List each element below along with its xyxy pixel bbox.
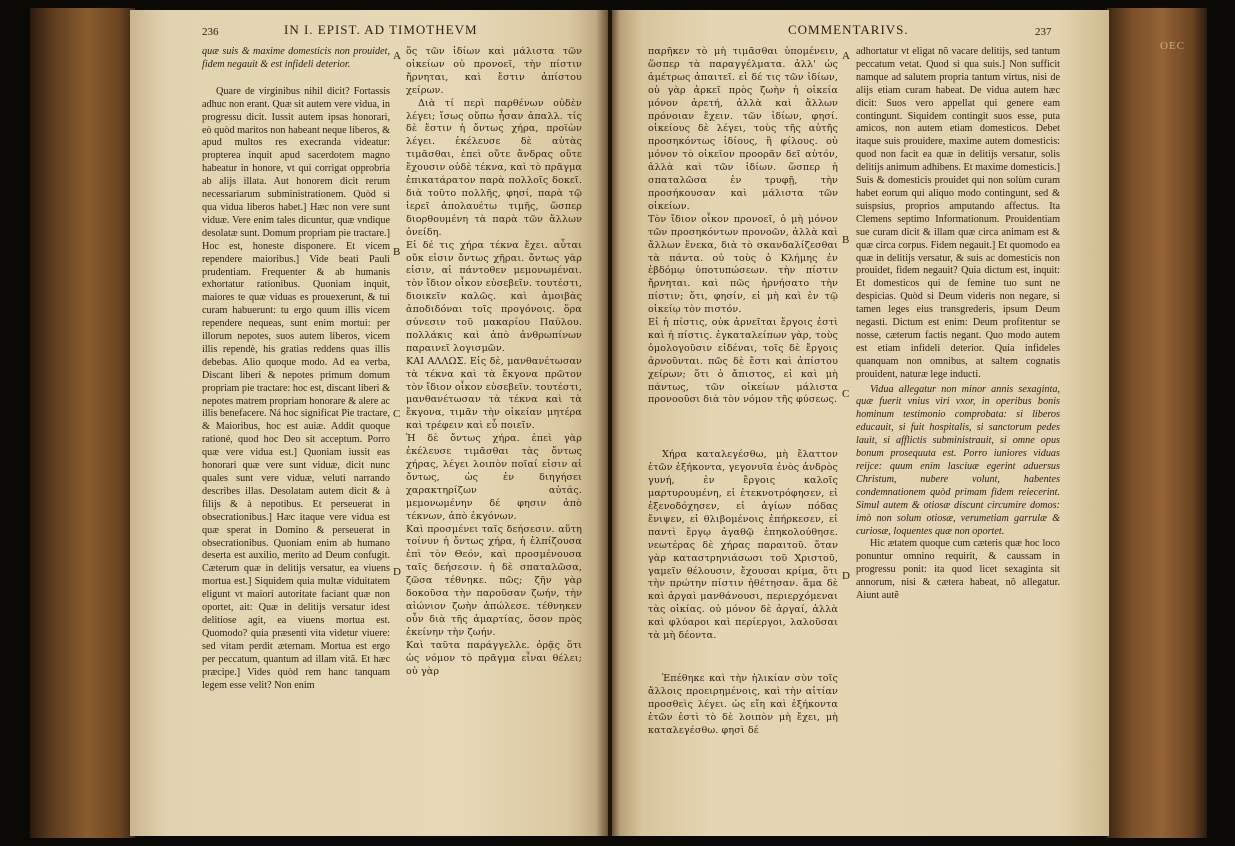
page-number-right: 237 — [1035, 26, 1052, 38]
book-gutter — [596, 10, 620, 836]
latin-column-left — [202, 46, 390, 826]
greek-paragraph: παρῆκεν τὸ μὴ τιμᾶσθαι ὑπομένειν, ὥσπερ τὰ παραγγέλματα. ἀλλ' ὡς ἀμέτρως ἀπαιτεῖ. εἰ δέ τις τῶν ἰδίων, οὐ γὰρ ἀρκεῖ πρὸς ζωὴν ἡ οἰκεία μόνον ἀρετή, ἀλλὰ καὶ ἄλλων πρόνοιαν ἔχειν. τῶν ἰδίων, φησί. οἰκείους δὲ λέγει, τοὺς τῆς αὐτῆς προσηκόντως ἰδίους, ἢ φίλους. οὐ μόνον τὸ οἰκεῖον προορᾶν δεῖ αὐτόν, ἀλλὰ καὶ τῶν ἰδίων. ὥσπερ ἡ σπαταλῶσα ἐν τρυφῇ, τὴν προσήκουσαν καὶ μάλιστα τῶν οἰκείων. — [648, 46, 838, 212]
greek-paragraph: Ἐπέθηκε καὶ τὴν ἡλικίαν σὺν τοῖς ἄλλοις προειρημένοις, καὶ τὴν αἰτίαν προσθεὶς λέγει. ὡς εἴη καὶ ἑξήκοντα ἐτῶν ἐστὶ τὸ δὲ λοιπὸν μὴ ἔχει, μὴ καταλεγέσθω. φησὶ δέ — [648, 672, 838, 736]
running-head-right: COMMENTARIVS. — [788, 22, 909, 37]
greek-column-right — [648, 46, 838, 826]
right-page — [612, 10, 1109, 836]
left-binding-edge — [30, 8, 135, 838]
greek-paragraph: Εἰ ἡ πίστις, οὐκ ἀρνεῖται ἔργοις ἐστὶ καὶ ἡ πίστις. ἐγκαταλείπων γὰρ, τοὺς ὁμολογοῦσιν εἰδέναι, τοῖς δὲ ἔργοις ἀρνοῦνται. πῶς δὲ ἔστι καὶ ἀπίστου χείρων; ὅτι ὁ ἄπιστος, εἰ καὶ μὴ πάντως, τῶν οἰκείων μάλιστα προνοοῦσι διὰ τὸν νόμον τῆς φύσεως. — [648, 317, 838, 406]
section-marker: D — [842, 570, 850, 582]
spine-label: OEC — [1160, 40, 1185, 52]
latin-paragraph: Hic ætatem quoque cum cæteris quæ hoc loco ponuntur omnino requirit, & caussam in progressu ponit: ita quod licet sexaginta sit annorum, nisi & cætera habeat, nõ allegatur. Aiunt autẽ — [856, 538, 1060, 602]
section-marker: D — [393, 566, 401, 578]
page-number-left: 236 — [202, 26, 219, 38]
section-marker: A — [393, 50, 401, 62]
section-marker: C — [842, 388, 850, 400]
greek-paragraph: ΚΑΙ ΑΛΛΩΣ. Εἰς δὲ, μανθανέτωσαν τὰ τέκνα καὶ τὰ ἔκγονα πρῶτον τὸν ἴδιον οἶκον εὐσεβεῖν. τουτέστι, μανθανέτωσαν τὰ τέκνα καὶ τὰ ἔκγονα, τιμᾶν τὴν οἰκείαν μητέρα καὶ τρέφειν καὶ εὖ ποιεῖν. — [406, 355, 582, 432]
greek-paragraph: Τὸν ἴδιον οἶκον προνοεῖ, ὁ μὴ μόνον τῶν προσηκόντων προνοῶν, ἀλλὰ καὶ ἄλλων ἕνεκα, διὰ τὸ σκανδαλίζεσθαι τὰ πάντα. οὐ τοὺς ὁ Κλήμης ἐν ἑβδόμῳ ὑποτυπώσεων. τὴν πίστιν ἤρνηται. καὶ πῶς ἠρνήσατο τὴν πίστιν; ὅτι, φησίν, εἰ μὴ καὶ ἐν τῷ οἰκείῳ τὸν πιστόν. — [648, 213, 838, 316]
greek-paragraph: Εἰ δέ τις χήρα τέκνα ἔχει. αὗται οὔκ εἰσιν ὄντως χῆραι. ὄντως γὰρ εἰσιν, αἱ πάντοθεν μεμονωμέναι. τὸν ἴδιον οἶκον εὐσεβεῖν. τουτέστι, διοικεῖν καλῶς. καὶ ἀμοιβὰς ἀποδιδόναι τοῖς προγόνοις. ὅρα σύνεσιν τοῦ μακαρίου Παύλου. πολλάκις καὶ ἀπὸ ἀνθρωπίνων παραινεῖ λογισμῶν. — [406, 239, 582, 354]
section-marker: A — [842, 50, 850, 62]
greek-paragraph: Καὶ ταῦτα παράγγελλε. ὁρᾷς ὅτι ὡς νόμον τὸ πρᾶγμα εἶναι θέλει; οὐ γὰρ — [406, 639, 582, 677]
greek-paragraph: Ἡ δὲ ὄντως χήρα. ἐπεὶ γὰρ ἐκέλευσε τιμᾶσθαι τὰς ὄντως χήρας, λέγει λοιπὸν ποῖαί εἰσιν αἱ ὄντως, ὡς ἐν διηγήσει χαρακτηρίζων αὐτάς. μεμονωμένην δέ φησιν ἀπὸ τέκνων, ἀπὸ ἐκγόνων. — [406, 433, 582, 522]
greek-column-left — [406, 46, 582, 826]
greek-paragraph: Καὶ προσμένει ταῖς δεήσεσιν. αὕτη τοίνυν ἡ ὄντως χήρα, ἡ ἐλπίζουσα ἐπὶ τὸν Θεόν, καὶ προσμένουσα ταῖς δεήσεσιν. ἡ δὲ σπαταλῶσα, ζῶσα τέθνηκε. πῶς; ζῆν γὰρ δοκοῦσα τὴν παροῦσαν ζωήν, τὴν αἰώνιον ζωὴν ἀπώλεσε. τέθνηκεν οὖν διὰ τῆς ἁμαρτίας, ὅσον πρὸς ἐκείνην τὴν ζωήν. — [406, 523, 582, 638]
section-marker: B — [393, 246, 401, 258]
right-binding-edge — [1107, 8, 1207, 838]
greek-paragraph: Χήρα καταλεγέσθω, μὴ ἔλαττον ἐτῶν ἑξήκοντα, γεγονυῖα ἑνὸς ἀνδρὸς γυνή, ἐν ἔργοις καλοῖς μαρτυρουμένη, εἰ ἐτεκνοτρόφησεν, εἰ ἐξενοδόχησεν, εἰ ἁγίων πόδας ἔνιψεν, εἰ θλιβομένοις ἐπήρκεσεν, εἰ παντὶ ἔργῳ ἀγαθῷ ἐπηκολούθησε. νεωτέρας δὲ χήρας παραιτοῦ. ὅταν γὰρ καταστρηνιάσωσι τοῦ Χριστοῦ, γαμεῖν θέλουσιν, ἔχουσαι κρίμα, ὅτι τὴν πρώτην πίστιν ἠθέτησαν. ἅμα δὲ καὶ ἀργαὶ μανθάνουσι, περιερχόμεναι τὰς οἰκίας. οὐ μόνον δὲ ἀργαί, ἀλλὰ καὶ φλύαροι καὶ περίεργοι, λαλοῦσαι τὰ μὴ δέοντα. — [648, 449, 838, 642]
latin-paragraph: Quare de virginibus nihil dicit? Fortassis adhuc non erant. Quæ sit autem vere vidua, in progressu dicit. Iussit autem ipsas honorari, eò quòd maritos non habeant neque liberos, & apud multos res execranda videatur: propterea inquit apud sacerdotem magno habeatur in honore, vt qui corrigat opprobria ab alijs illata. Aut honorem dicit rerum necessariarum subministrationem. Quòd si qua vidua liberos habet.] Hæc non vere sunt viduæ. Vere enim tales dicuntur, quæ vndique desolatæ sunt. Domum propriam pie tractare.] Hoc est, honeste disponere. Et vicem rependere maioribus.] Vide beati Pauli prudentiam. Frequenter & ab humanis exhortatur rationibus. Quoniam inquit, maiores te quæ viduas es prouexerunt, & tui curam habuerunt: tu ergo quum illis vicem rependere nequeas, sunt enim mortui: per illorum nepotes, suos autem liberos, vicem illis rependè, his gratias reddens quas illis debebas. Alio quoque modo. Ad ea verba, Discant liberi & nepotes primum domum propriam pie tractare: hoc est, discant liberi & nepotes matrem propriam honorare & alere ac illis benefacere. Ná hoc significat Pie tractare, & Maioribus, hoc est auiæ. Addit quoque rationé, quod hoc Deo sit acceptum. Porro quæ vere vidua est.] Quoniam iussit eas honorari quæ vere sunt viduæ, dicit nunc quales sunt vere viduæ, veluti narrando describes illas. Desolatam autem dicit & à filijs & à nepotibus. Et perseuerat in obsecrationibus.] Hæc itaque vere vidua est quæ sperat in Domino & perseuerat in obsecrationibus. Quoniam enim ab humano deserta est auxilio, merito ad Deum confugit. Cæterum quæ in delitijs versatur, ea viuens mortua est.] Siquidem quia multæ viduitatem eligunt vt maiori autoritate faciant quæ non oportet, ait: Quæ in delitijs versatur idest delitiose agit, ea viuens mortua est. Quomodo? quia præsenti vita videtur viuere: sed vitam perdit æternam. Mortua est ergo per peccatum, quantum ad illam vitã. Et hæc præcipe.] Vides quòd rem hanc tanquam legem esse velit? Non enim — [202, 85, 390, 691]
running-head-left: IN I. EPIST. AD TIMOTHEVM — [284, 22, 478, 37]
section-marker: C — [393, 408, 401, 420]
latin-paragraph: adhortatur vt eligat nõ vacare delitijs, sed tantum peccatum vetat. Quod si qua suis.] Non sufficit namque ad salutem propria tantum virtus, nisi de alijs etiam curam habeat. De vidua autem hæc dicit: Suos vero appellat qui genere eam contingunt. Siquidem contingit suos esse, puta amicos, non autem etiam domesticos. Debet itaque suis prouidere, maxime autem domesticis: quod non facit ea quæ in delitijs versatur, solis delitijs animum adhibens. Et maxime domesticis.] Suis & domesticis prouidet qui non solùm curam habet eorum qui aliquo modo contingunt, sed & suispsius, proprios amputando affectus. Ita Clemens septimo Informationum. Prouidentiam sue curam dicit & illam quæ circa animam est & quæ circa corpus. Fidem negauit.] Et quomodo ea quæ in delitijs versatur, & suis ac domesticis non prouidet, fidem negauit? Quia dictum est, inquit: Et domesticos qui de femine tuo sunt ne despicias. Quòd si Deum videris non negare, si tamen leges eius transgrederis, ipsum Deum negasti. Dictum est enim: Deum profitentur se nosse, cæterum factis negant. Quo modo autem est etiam infideli deterior. Quia infideles quanquam non omnibus, at saltem cognatis prouident, naturæ lege inducti. — [856, 46, 1060, 380]
section-marker: B — [842, 234, 850, 246]
greek-paragraph: Διὰ τί περὶ παρθένων οὐδὲν λέγει; ἴσως οὔπω ἦσαν ἀπαλλ. τίς δὲ ἔστιν ἡ ὄντως χήρα, προϊὼν λέγει. ἐκέλευσε δὲ αὐτὰς τιμᾶσθαι, ἐπεὶ οὔτε ἄνδρας οὔτε ἔχουσιν οὐδὲ τέκνα, καὶ τὸ πρᾶγμα ἐπικατάρατον παρὰ πολλοῖς δοκεῖ. διὰ τοῦτο πολλῆς, φησί, παρὰ τῷ ἱερεῖ ἀπολαυέτω τιμῆς, ὥσπερ διορθουμένη τὰ παρὰ τῶν ἄλλων ὀνείδη. — [406, 97, 582, 238]
latin-paragraph: Vidua allegatur non minor annis sexaginta, quæ fuerit vnius viri vxor, in operibus bonis hominum testimonio comprobata: si liberos educauit, si fuit hospitalis, si sanctorum pedes lauit, si afflictis subministrauit, si omne opus bonum prosequuta est. Porro iuniores viduas reijce: quum enim lasciuæ egerint aduersus Christum, nubere volunt, habentes condemnationem quòd primam fidem reiecerint. Simul autem & otiosæ discunt circumire domos: imò non solum otiosæ, verumetiam garrulæ & curiosæ, loquentes quæ non oportet. — [856, 383, 1060, 537]
left-page — [130, 10, 608, 836]
greek-paragraph: ὅς τῶν ἰδίων καὶ μάλιστα τῶν οἰκείων οὐ προνοεῖ, τὴν πίστιν ἤρνηται, καὶ ἔστιν ἀπίστου χείρων. — [406, 46, 582, 96]
latin-paragraph: quæ suis & maxime domesticis non prouidet, fidem negauit & est infideli deterior. — [202, 46, 390, 70]
latin-column-right — [856, 46, 1060, 826]
